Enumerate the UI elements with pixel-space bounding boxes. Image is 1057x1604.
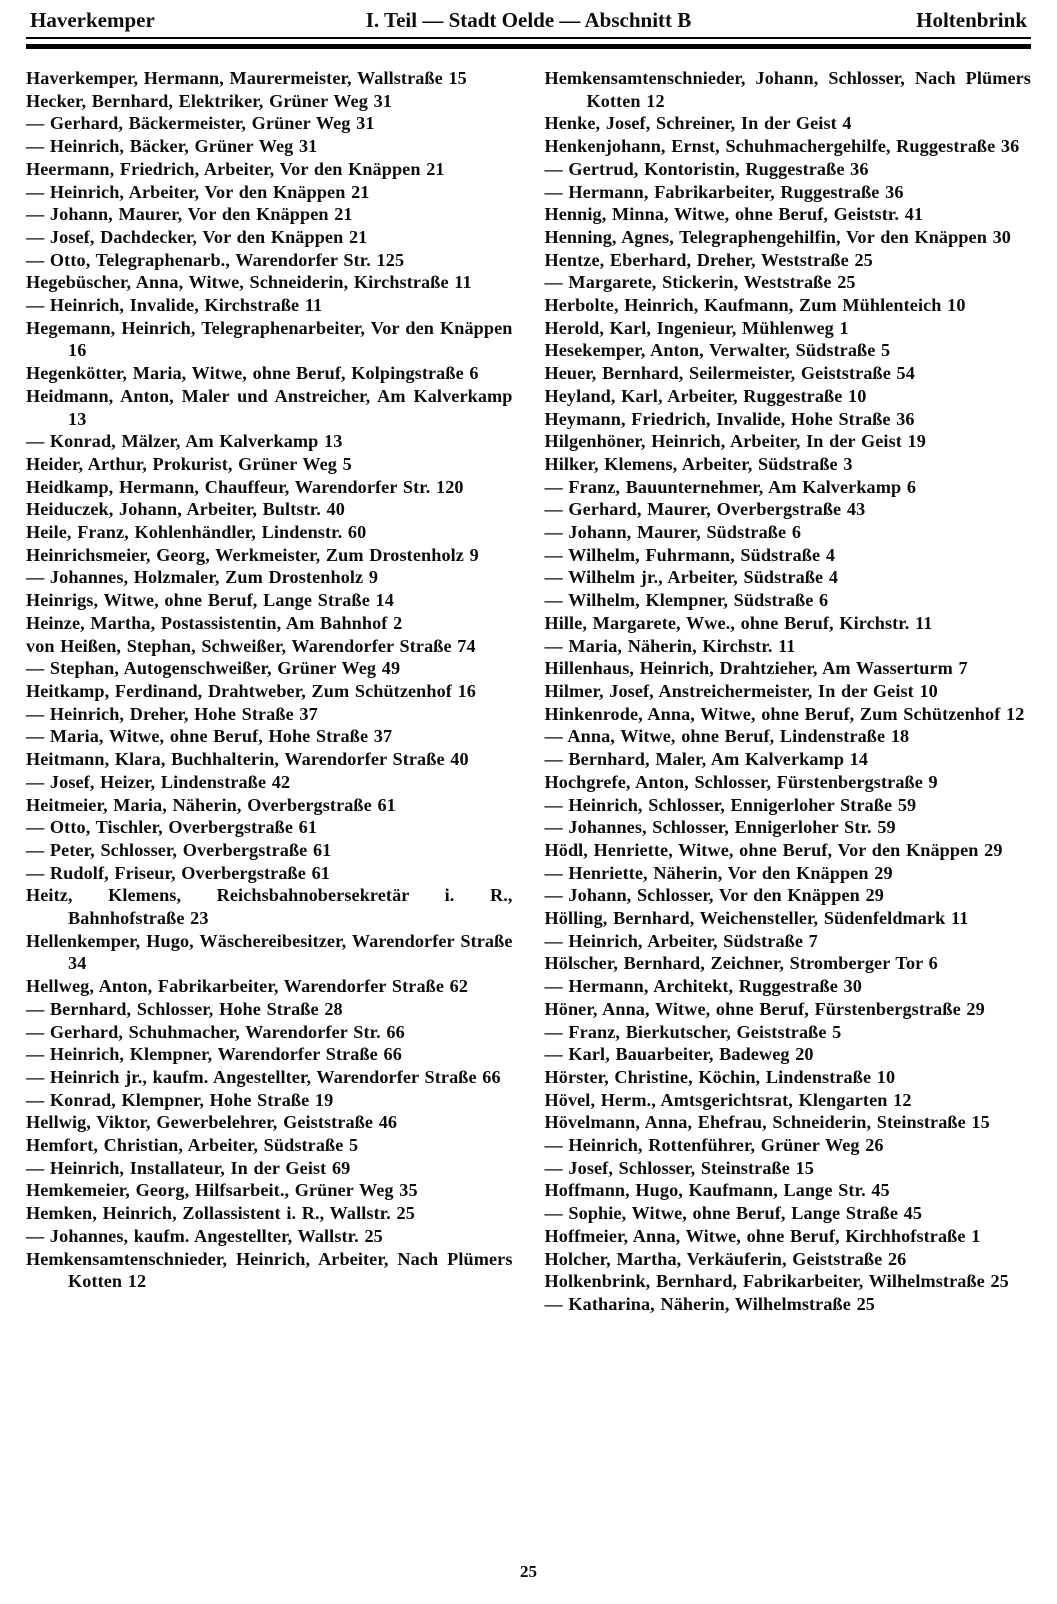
directory-entry: — Henriette, Näherin, Vor den Knäppen 29 [544, 862, 893, 883]
directory-entry: — Anna, Witwe, ohne Beruf, Lindenstraße 18 [544, 726, 910, 747]
directory-entry: Hegenkötter, Maria, Witwe, ohne Beruf, Kolpingstraße 6 [26, 363, 479, 384]
directory-entry: — Heinrich, Arbeiter, Vor den Knäppen 21 [26, 181, 370, 202]
directory-entry: Heinrichsmeier, Georg, Werkmeister, Zum Drostenholz 9 [26, 544, 479, 565]
directory-entry: Hellenkemper, Hugo, Wäschereibesitzer, Warendorfer Straße 34 [26, 930, 513, 974]
directory-entry: Heinze, Martha, Postassistentin, Am Bahnhof 2 [26, 612, 403, 633]
directory-entry: Hilker, Klemens, Arbeiter, Südstraße 3 [544, 453, 853, 474]
directory-entry: Heidkamp, Hermann, Chauffeur, Warendorfer Str. 120 [26, 476, 464, 497]
directory-entry: — Gertrud, Kontoristin, Ruggestraße 36 [544, 158, 869, 179]
directory-entry: — Franz, Bauunternehmer, Am Kalverkamp 6 [544, 476, 917, 497]
directory-entry: — Johann, Maurer, Südstraße 6 [544, 522, 802, 543]
directory-entry: Heitmeier, Maria, Näherin, Overbergstraße 61 [26, 794, 396, 815]
directory-entry: — Gerhard, Schuhmacher, Warendorfer Str. 66 [26, 1021, 405, 1042]
directory-entry: Hillenhaus, Heinrich, Drahtzieher, Am Wasserturm 7 [544, 658, 968, 679]
directory-entry: — Johann, Maurer, Vor den Knäppen 21 [26, 204, 353, 225]
directory-entry: — Rudolf, Friseur, Overbergstraße 61 [26, 862, 330, 883]
directory-entry: Heitkamp, Ferdinand, Drahtweber, Zum Schützenhof 16 [26, 680, 476, 701]
directory-entry: Holcher, Martha, Verkäuferin, Geiststraße 26 [544, 1248, 907, 1269]
guide-word-right: Holtenbrink [916, 8, 1027, 32]
directory-entry: Heermann, Friedrich, Arbeiter, Vor den Knäppen 21 [26, 158, 445, 179]
directory-entry: Hemkensamtenschnieder, Heinrich, Arbeiter, Nach Plümers Kotten 12 [26, 1248, 513, 1292]
directory-entry: Hörster, Christine, Köchin, Lindenstraße 10 [544, 1066, 896, 1087]
directory-entry: Herold, Karl, Ingenieur, Mühlenweg 1 [544, 317, 849, 338]
directory-entry: Heiduczek, Johann, Arbeiter, Bultstr. 40 [26, 499, 345, 520]
directory-entry: Heidmann, Anton, Maler und Anstreicher, Am Kalverkamp 13 [26, 385, 513, 429]
directory-entry: Henke, Josef, Schreiner, In der Geist 4 [544, 113, 852, 134]
directory-entry: Höner, Anna, Witwe, ohne Beruf, Fürstenbergstraße 29 [544, 998, 985, 1019]
directory-entry: — Heinrich, Klempner, Warendorfer Straße 66 [26, 1044, 402, 1065]
directory-entry: Hemfort, Christian, Arbeiter, Südstraße 5 [26, 1135, 359, 1156]
directory-entry: Hoffmann, Hugo, Kaufmann, Lange Str. 45 [544, 1180, 890, 1201]
directory-entry: Heile, Franz, Kohlenhändler, Lindenstr. 60 [26, 522, 367, 543]
directory-entry: Herbolte, Heinrich, Kaufmann, Zum Mühlenteich 10 [544, 295, 966, 316]
directory-entry: Heider, Arthur, Prokurist, Grüner Weg 5 [26, 453, 352, 474]
directory-entry: Heitz, Klemens, Reichsbahnobersekretär i. R., Bahnhofstraße 23 [26, 885, 513, 929]
directory-entry: Hille, Margarete, Wwe., ohne Beruf, Kirchstr. 11 [544, 612, 933, 633]
directory-entry: — Johannes, Schlosser, Ennigerloher Str. 59 [544, 817, 896, 838]
directory-entry: von Heißen, Stephan, Schweißer, Warendorfer Straße 74 [26, 635, 476, 656]
directory-entry: Heinrigs, Witwe, ohne Beruf, Lange Straße 14 [26, 590, 394, 611]
directory-entry: — Johann, Schlosser, Vor den Knäppen 29 [544, 885, 884, 906]
directory-entry: Heitmann, Klara, Buchhalterin, Warendorfer Straße 40 [26, 749, 469, 770]
directory-entry: — Heinrich, Schlosser, Ennigerloher Straße 59 [544, 794, 917, 815]
directory-entry: — Sophie, Witwe, ohne Beruf, Lange Straße 45 [544, 1203, 923, 1224]
directory-entry: — Maria, Näherin, Kirchstr. 11 [544, 635, 796, 656]
directory-entry: Hilgenhöner, Heinrich, Arbeiter, In der Geist 19 [544, 431, 926, 452]
directory-entry: Heymann, Friedrich, Invalide, Hohe Straße 36 [544, 408, 915, 429]
directory-entry: — Josef, Heizer, Lindenstraße 42 [26, 771, 291, 792]
directory-entry: Hödl, Henriette, Witwe, ohne Beruf, Vor den Knäppen 29 [544, 839, 1003, 860]
directory-entry: — Franz, Bierkutscher, Geiststraße 5 [544, 1021, 842, 1042]
directory-entry: Hemkensamtenschnieder, Johann, Schlosser, Nach Plümers Kotten 12 [544, 68, 1031, 111]
directory-entry: Hölscher, Bernhard, Zeichner, Stromberger Tor 6 [544, 953, 938, 974]
directory-entry: Hinkenrode, Anna, Witwe, ohne Beruf, Zum Schützenhof 12 [544, 703, 1025, 724]
directory-entry: Henning, Agnes, Telegraphengehilfin, Vor den Knäppen 30 [544, 226, 1011, 247]
directory-entry: — Gerhard, Maurer, Overbergstraße 43 [544, 499, 866, 520]
page-header [26, 8, 1031, 37]
column-right [545, 67, 1032, 1316]
directory-entry: Hövel, Herm., Amtsgerichtsrat, Klengarten 12 [544, 1089, 912, 1110]
directory-entry: — Wilhelm jr., Arbeiter, Südstraße 4 [544, 567, 839, 588]
directory-entry: — Otto, Telegraphenarb., Warendorfer Str. 125 [26, 249, 405, 270]
directory-entry: — Bernhard, Schlosser, Hohe Straße 28 [26, 998, 343, 1019]
directory-entry: Hellweg, Anton, Fabrikarbeiter, Warendorfer Straße 62 [26, 976, 469, 997]
directory-entry: Heuer, Bernhard, Seilermeister, Geiststraße 54 [544, 363, 915, 384]
directory-entry: — Stephan, Autogenschweißer, Grüner Weg 49 [26, 658, 401, 679]
directory-entry: — Bernhard, Maler, Am Kalverkamp 14 [544, 749, 869, 770]
directory-entry: — Heinrich jr., kaufm. Angestellter, Warendorfer Straße 66 [26, 1066, 501, 1087]
directory-entry: — Josef, Schlosser, Steinstraße 15 [544, 1157, 814, 1178]
directory-entry: — Heinrich, Bäcker, Grüner Weg 31 [26, 136, 318, 157]
directory-entry: Holkenbrink, Bernhard, Fabrikarbeiter, Wilhelmstraße 25 [544, 1271, 1009, 1292]
column-left [26, 67, 513, 1316]
directory-entry: — Heinrich, Invalide, Kirchstraße 11 [26, 295, 323, 316]
directory-entry: — Otto, Tischler, Overbergstraße 61 [26, 817, 318, 838]
directory-entry: — Johannes, kaufm. Angestellter, Wallstr. 25 [26, 1225, 383, 1246]
directory-entry: — Karl, Bauarbeiter, Badeweg 20 [544, 1044, 814, 1065]
directory-columns [26, 67, 1031, 1316]
directory-entry: Hegemann, Heinrich, Telegraphenarbeiter, Vor den Knäppen 16 [26, 317, 513, 361]
directory-entry: — Josef, Dachdecker, Vor den Knäppen 21 [26, 226, 368, 247]
directory-entry: — Wilhelm, Klempner, Südstraße 6 [544, 590, 829, 611]
directory-entry: — Heinrich, Dreher, Hohe Straße 37 [26, 703, 318, 724]
page-number: 25 [520, 1562, 537, 1581]
directory-entry: Hochgrefe, Anton, Schlosser, Fürstenbergstraße 9 [544, 771, 938, 792]
directory-entry: — Katharina, Näherin, Wilhelmstraße 25 [544, 1293, 875, 1314]
directory-entry: Hentze, Eberhard, Dreher, Weststraße 25 [544, 249, 873, 270]
directory-entry: Heyland, Karl, Arbeiter, Ruggestraße 10 [544, 385, 867, 406]
directory-entry: — Peter, Schlosser, Overbergstraße 61 [26, 839, 332, 860]
directory-entry: — Heinrich, Installateur, In der Geist 69 [26, 1157, 351, 1178]
directory-entry: Hennig, Minna, Witwe, ohne Beruf, Geiststr. 41 [544, 204, 924, 225]
directory-entry: — Konrad, Mälzer, Am Kalverkamp 13 [26, 431, 343, 452]
directory-entry: — Heinrich, Arbeiter, Südstraße 7 [544, 930, 818, 951]
directory-entry: — Maria, Witwe, ohne Beruf, Hohe Straße 37 [26, 726, 393, 747]
directory-entry: Hecker, Bernhard, Elektriker, Grüner Weg 31 [26, 90, 392, 111]
directory-entry: — Gerhard, Bäckermeister, Grüner Weg 31 [26, 113, 375, 134]
directory-entry: Hemken, Heinrich, Zollassistent i. R., Wallstr. 25 [26, 1203, 415, 1224]
directory-entry: — Hermann, Architekt, Ruggestraße 30 [544, 976, 862, 997]
directory-entry: Hoffmeier, Anna, Witwe, ohne Beruf, Kirchhofstraße 1 [544, 1225, 981, 1246]
directory-entry: — Johannes, Holzmaler, Zum Drostenholz 9 [26, 567, 379, 588]
directory-entry: — Margarete, Stickerin, Weststraße 25 [544, 272, 856, 293]
directory-entry: Hesekemper, Anton, Verwalter, Südstraße 5 [544, 340, 891, 361]
directory-entry: Haverkemper, Hermann, Maurermeister, Wallstraße 15 [26, 68, 467, 88]
header-divider [26, 37, 1031, 49]
directory-entry: Hemkemeier, Georg, Hilfsarbeit., Grüner Weg 35 [26, 1180, 418, 1201]
directory-entry: — Wilhelm, Fuhrmann, Südstraße 4 [544, 544, 836, 565]
directory-entry: Hellwig, Viktor, Gewerbelehrer, Geiststraße 46 [26, 1112, 398, 1133]
directory-entry: — Konrad, Klempner, Hohe Straße 19 [26, 1089, 334, 1110]
directory-entry: — Hermann, Fabrikarbeiter, Ruggestraße 36 [544, 181, 904, 202]
guide-word-left: Haverkemper [30, 8, 155, 32]
directory-entry: Hölling, Bernhard, Weichensteller, Südenfeldmark 11 [544, 908, 969, 929]
directory-entry: — Heinrich, Rottenführer, Grüner Weg 26 [544, 1135, 884, 1156]
directory-entry: Hilmer, Josef, Anstreichermeister, In der Geist 10 [544, 680, 938, 701]
directory-entry: Henkenjohann, Ernst, Schuhmachergehilfe, Ruggestraße 36 [544, 136, 1020, 157]
directory-entry: Hegebüscher, Anna, Witwe, Schneiderin, Kirchstraße 11 [26, 272, 472, 293]
page-title: I. Teil — Stadt Oelde — Abschnitt B [365, 8, 692, 32]
directory-entry: Hövelmann, Anna, Ehefrau, Schneiderin, Steinstraße 15 [544, 1112, 990, 1133]
